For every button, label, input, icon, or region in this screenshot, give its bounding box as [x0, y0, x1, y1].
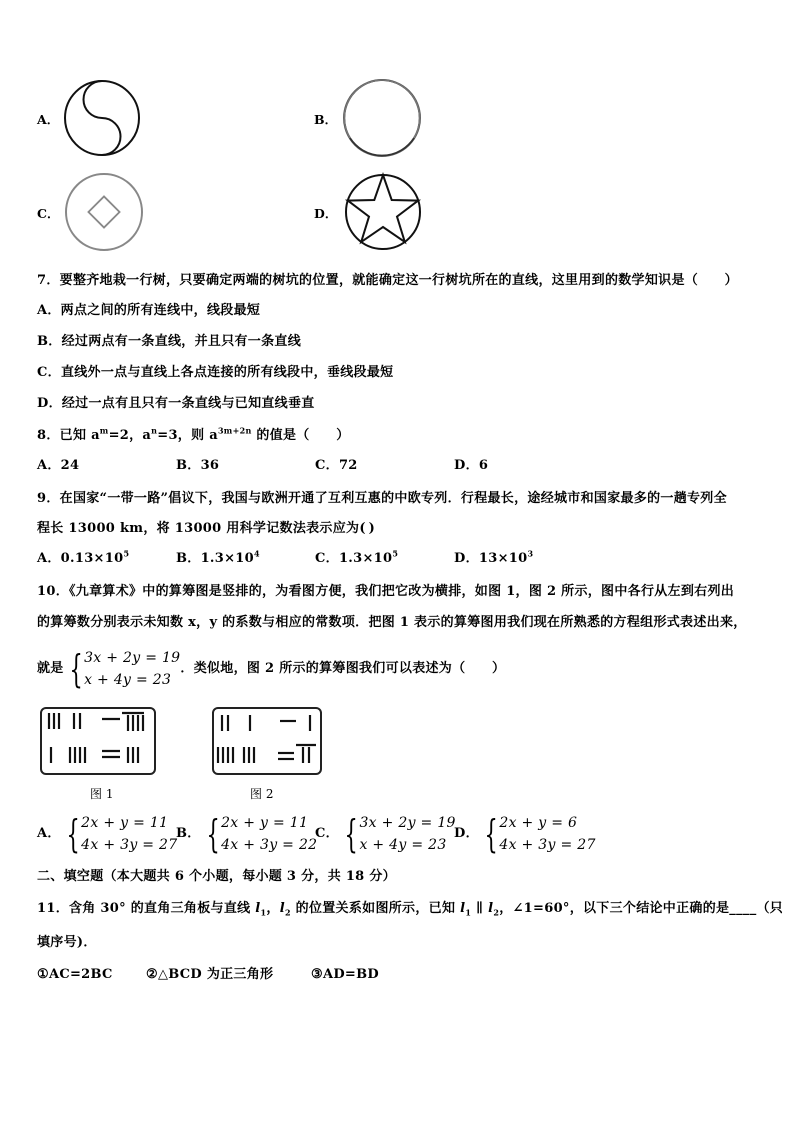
q10-line2: 的算筹数分别表示未知数 x，y 的系数与相应的常数项．把图 1 表示的算筹图用我们现在所熟悉的方程组形式表述出来，	[37, 615, 747, 630]
q9-line1: 9．在国家“一带一路”倡议下，我国与欧洲开通了互利互惠的中欧专列．行程最长，途经城市和国家最多的一趟专列全	[37, 491, 727, 506]
q8-option-c: C．72	[315, 458, 358, 473]
q9-option-b: B．$1.3\times 10^4$	[176, 548, 260, 566]
q7-option-c: C．直线外一点与直线上各点连接的所有线段中，垂线段最短	[37, 365, 394, 380]
q10-option-a: A． { 2x + y = 11 4x + 3y = 27	[37, 812, 178, 856]
option-a-label: A．	[37, 112, 60, 127]
q11-line2: 填序号)．	[37, 935, 97, 950]
option-c-label: C．	[37, 206, 60, 221]
three-arcs-figure	[340, 76, 424, 160]
fig2-caption: 图 2	[250, 787, 274, 801]
q7-option-b: B．经过两点有一条直线，并且只有一条直线	[37, 334, 301, 349]
q7-option-a: A．两点之间的所有连线中，线段最短	[37, 303, 261, 318]
option-b-label: B．	[314, 112, 338, 127]
q10-option-d: D． { 2x + y = 6 4x + 3y = 27	[454, 812, 596, 856]
q11-conclusion-1: ①AC=2BC	[37, 967, 113, 982]
q7-stem: 7．要整齐地栽一行树，只要确定两端的树坑的位置，就能确定这一行树坑所在的直线，这里用到的数学知识是（ ）	[37, 273, 738, 288]
q10-option-c: C． { 3x + 2y = 19 x + 4y = 23	[315, 812, 456, 856]
q9-option-d: D．$13\times 10^3$	[454, 548, 534, 566]
yin-yang-figure	[62, 78, 142, 158]
q11-conclusion-3: ③AD=BD	[311, 967, 379, 982]
q7-option-d: D．经过一点有且只有一条直线与已知直线垂直	[37, 396, 315, 411]
q10-example-system: { 3x + 2y = 19 x + 4y = 23	[69, 647, 181, 691]
section-2-heading: 二、填空题（本大题共 6 个小题，每小题 3 分，共 18 分）	[37, 869, 396, 884]
option-d-label: D．	[314, 206, 338, 221]
q9-option-c: C．$1.3\times 10^5$	[315, 548, 399, 566]
rod-figure-2-rods	[212, 707, 322, 775]
fig1-caption: 图 1	[90, 787, 114, 801]
q8-stem: 8．已知 $a^m=2$，$a^n=3$，则 $a^{3m+2n}$ 的值是（ ）	[37, 425, 350, 443]
q10-line3: 就是 { 3x + 2y = 19 x + 4y = 23 ．类似地，图 2 所示的算筹图我们可以表述为（ ）	[37, 647, 506, 691]
star-in-circle-figure	[343, 172, 423, 252]
q8-option-a: A．24	[37, 458, 80, 473]
q9-line2: 程长 13000 km，将 13000 用科学记数法表示应为( )	[37, 521, 376, 536]
q10-option-b: B． { 2x + y = 11 4x + 3y = 22	[176, 812, 318, 856]
q10-line1: 10．《九章算术》中的算筹图是竖排的，为看图方便，我们把它改为横排，如图 1，图 2 所示，图中各行从左到右列出	[37, 584, 735, 599]
coin-square-figure	[62, 170, 146, 254]
q8-option-b: B．36	[176, 458, 220, 473]
q8-option-d: D．6	[454, 458, 489, 473]
q11-conclusion-2: ②△BCD 为正三角形	[146, 967, 274, 982]
rod-figure-1-rods	[40, 707, 156, 775]
q11-stem: 11．含角 30° 的直角三角板与直线 $l_1$，$l_2$ 的位置关系如图所示，已知 $l_1$ ∥ $l_2$，∠1=60°，以下三个结论中正确的是____（只	[37, 901, 784, 918]
q9-option-a: A．$0.13\times 10^5$	[37, 548, 130, 566]
